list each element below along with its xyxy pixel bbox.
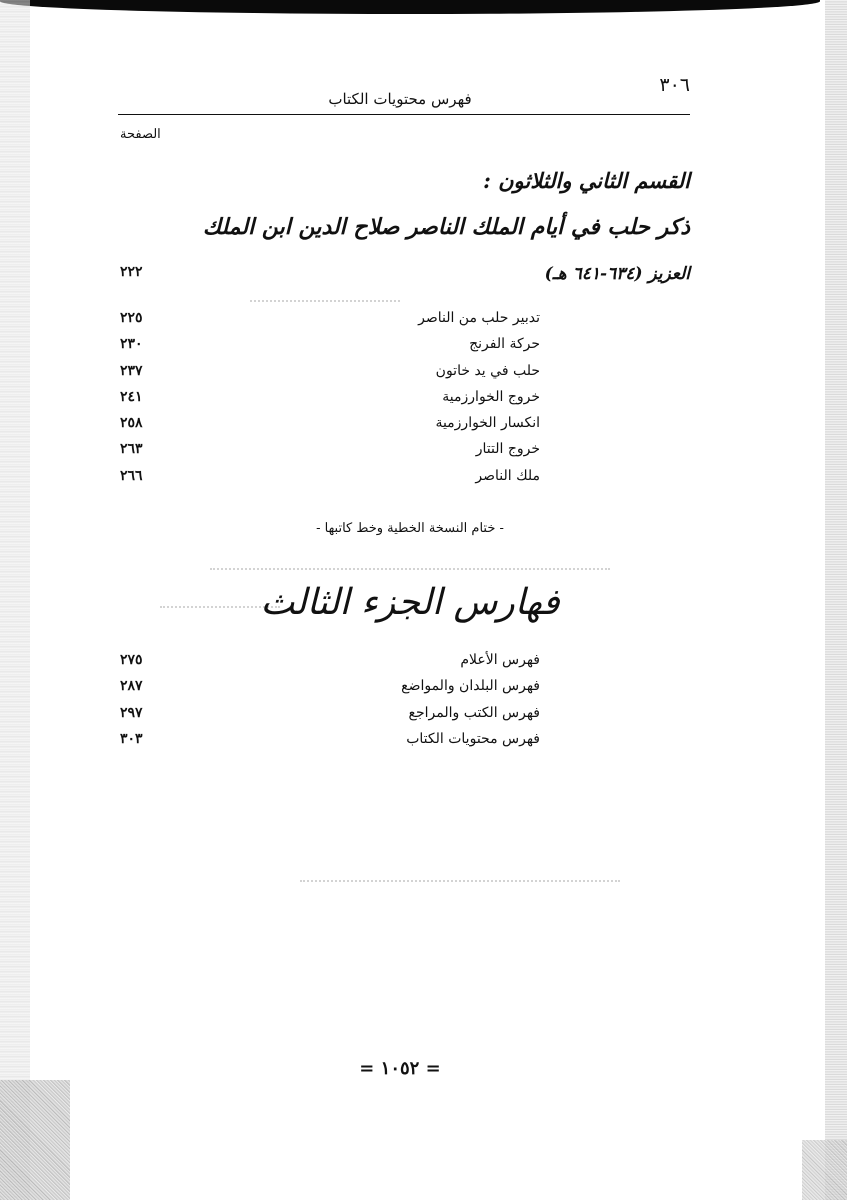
toc-entry (120, 441, 690, 467)
toc-entry (120, 310, 690, 336)
toc-entry-label: تدبير حلب من الناصر (418, 310, 540, 326)
toc-entry-label: حركة الفرنج (469, 336, 540, 353)
scan-left-edge (0, 0, 30, 1200)
toc-entry-page: ٢٤١ (120, 388, 143, 405)
toc-list (120, 310, 690, 494)
section-heading-continued: العزيز (٦٣٤-٦٤١ هـ) (544, 264, 690, 284)
index-entry-label: فهرس الكتب والمراجع (408, 704, 540, 721)
toc-entry-label: خروج الخوارزمية (442, 388, 540, 405)
index-entry-label: فهرس محتويات الكتاب (406, 730, 540, 747)
sheet-number: = ١٠٥٢ = (359, 1058, 441, 1079)
toc-entry-label: حلب في يد خاتون (435, 362, 540, 379)
index-entry-page: ٢٧٥ (120, 652, 143, 668)
toc-entry-page: ٢٣٠ (120, 336, 143, 353)
bleed-through-line (210, 568, 610, 570)
section-heading-page: ٢٢٢ (120, 264, 143, 280)
toc-entry-page: ٢٥٨ (120, 415, 143, 432)
bleed-through-line (250, 300, 400, 302)
section-title: القسم الثاني والثلاثون : (483, 168, 690, 193)
index-entry (120, 652, 690, 678)
running-title: فهرس محتويات الكتاب (328, 90, 472, 108)
index-entry-label: فهرس البلدان والمواضع (401, 678, 540, 695)
page-column-label: الصفحة (120, 127, 161, 142)
toc-entry-label: انكسار الخوارزمية (435, 415, 540, 432)
index-entry (120, 731, 690, 757)
scan-corner-noise (0, 1080, 70, 1200)
toc-entry (120, 389, 690, 415)
toc-entry-page: ٢٢٥ (120, 310, 143, 326)
index-entry-page: ٣٠٣ (120, 730, 143, 747)
index-entry (120, 705, 690, 731)
toc-entry (120, 468, 690, 494)
index-entry-page: ٢٨٧ (120, 678, 143, 695)
page-number: ٣٠٦ (659, 74, 690, 96)
indices-title: فهارس الجزء الثالث (260, 582, 560, 623)
indices-list (120, 652, 690, 757)
scan-corner-noise (802, 1140, 847, 1200)
scan-right-edge (825, 0, 847, 1200)
scan-edge-shadow (0, 0, 820, 14)
header-rule (118, 114, 690, 115)
toc-entry-page: ٢٦٣ (120, 441, 143, 458)
colophon-note: - ختام النسخة الخطية وخط كاتبها - (316, 521, 504, 536)
toc-entry-page: ٢٦٦ (120, 467, 143, 484)
section-heading: ذكر حلب في أيام الملك الناصر صلاح الدين ابن الملك (202, 214, 690, 240)
toc-entry (120, 336, 690, 362)
toc-entry (120, 363, 690, 389)
index-entry-label: فهرس الأعلام (460, 652, 540, 668)
toc-entry-label: ملك الناصر (475, 467, 540, 484)
toc-entry-label: خروج التتار (475, 441, 540, 458)
toc-entry (120, 415, 690, 441)
bleed-through-line (300, 880, 620, 882)
index-entry (120, 678, 690, 704)
toc-entry-page: ٢٣٧ (120, 362, 143, 379)
index-entry-page: ٢٩٧ (120, 704, 143, 721)
